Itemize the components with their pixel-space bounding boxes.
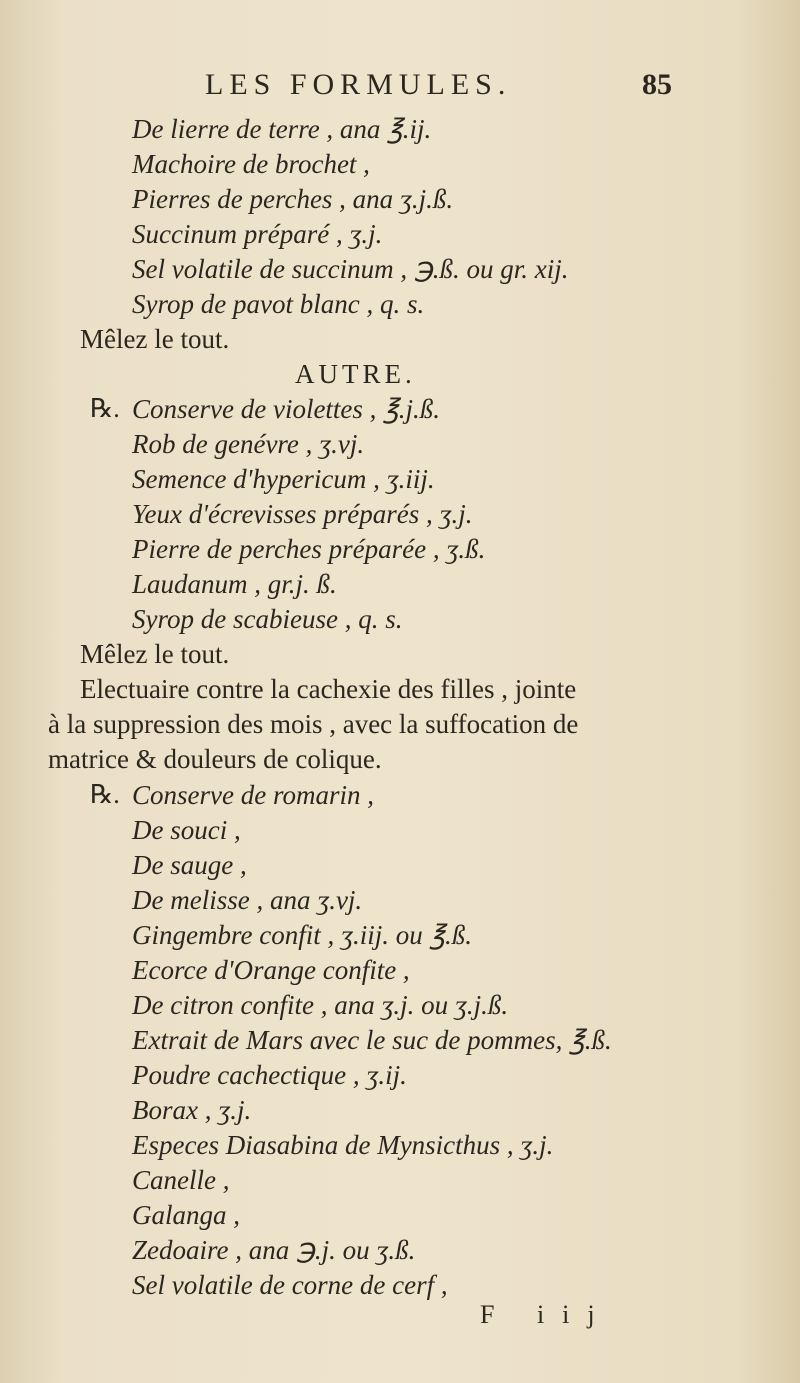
text-line: Mêlez le tout. — [80, 639, 230, 669]
text-line: Semence d'hypericum , ʒ.iij. — [132, 464, 435, 494]
signature-mark: F iij — [480, 1300, 613, 1329]
text-line: Conserve de romarin , — [132, 780, 374, 810]
recipe-mark-icon: ℞. — [90, 780, 120, 809]
text-line: Yeux d'écrevisses préparés , ʒ.j. — [132, 499, 473, 529]
text-line: Ecorce d'Orange confite , — [132, 955, 410, 985]
text-line: Poudre cachectique , ʒ.ij. — [132, 1060, 407, 1090]
text-line: De souci , — [132, 815, 241, 845]
text-line: Machoire de brochet , — [132, 149, 370, 179]
text-line: De lierre de terre , ana ℥.ij. — [132, 114, 432, 144]
text-line: Conserve de violettes , ℥.j.ß. — [132, 394, 441, 424]
text-line: Syrop de scabieuse , q. s. — [132, 604, 403, 634]
text-line: De melisse , ana ʒ.vj. — [132, 885, 363, 915]
text-line: Electuaire contre la cachexie des filles , jointe — [80, 674, 577, 704]
text-line: Borax , ʒ.j. — [132, 1095, 252, 1125]
recipe-mark-icon: ℞. — [90, 394, 120, 423]
text-line: Especes Diasabina de Mynsicthus , ʒ.j. — [132, 1130, 554, 1160]
text-line: à la suppression des mois , avec la suffocation de — [48, 709, 579, 739]
text-line: Sel volatile de succinum , ℈.ß. ou gr. xij. — [132, 254, 569, 284]
text-line: De citron confite , ana ʒ.j. ou ʒ.j.ß. — [132, 990, 509, 1020]
text-line: Canelle , — [132, 1165, 230, 1195]
text-line: Mêlez le tout. — [80, 324, 230, 354]
text-line: Pierres de perches , ana ʒ.j.ß. — [132, 184, 454, 214]
page-number: 85 — [642, 68, 672, 101]
text-line: Rob de genévre , ʒ.vj. — [132, 429, 365, 459]
section-heading: AUTRE. — [295, 359, 416, 389]
text-line: Syrop de pavot blanc , q. s. — [132, 289, 425, 319]
text-line: Gingembre confit , ʒ.iij. ou ℥.ß. — [132, 920, 473, 950]
text-line: Laudanum , gr.j. ß. — [132, 569, 337, 599]
text-line: Sel volatile de corne de cerf , — [132, 1270, 448, 1300]
text-line: Succinum préparé , ʒ.j. — [132, 219, 383, 249]
text-line: Zedoaire , ana ℈.j. ou ʒ.ß. — [132, 1235, 416, 1265]
text-line: Galanga , — [132, 1200, 240, 1230]
text-line: matrice & douleurs de colique. — [48, 744, 382, 774]
running-head: LES FORMULES. — [205, 68, 512, 101]
text-line: Pierre de perches préparée , ʒ.ß. — [132, 534, 486, 564]
text-line: De sauge , — [132, 850, 247, 880]
text-line: Extrait de Mars avec le suc de pommes, ℥.ß. — [132, 1025, 612, 1055]
